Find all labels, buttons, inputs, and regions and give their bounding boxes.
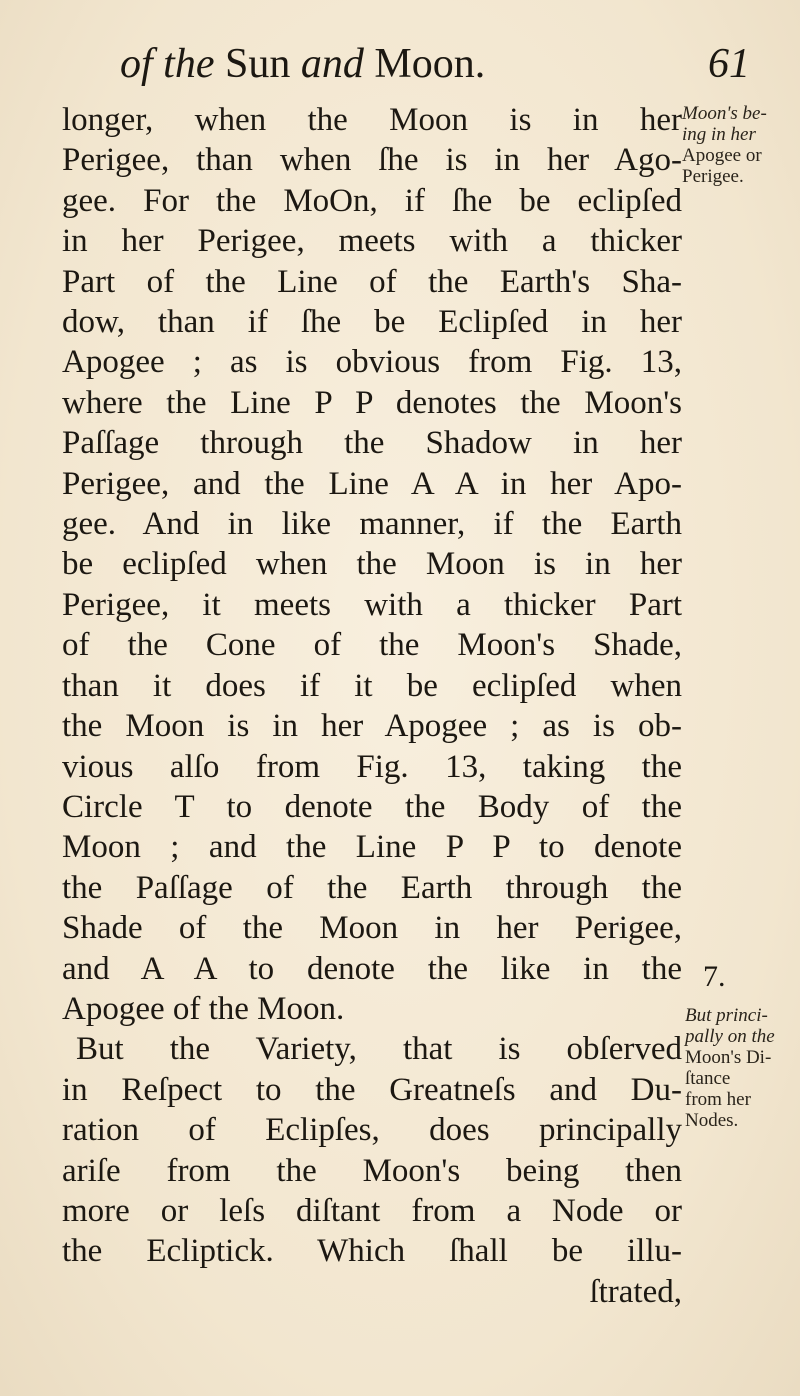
text-line: dow, than if ſhe be Eclipſed in her (62, 304, 682, 341)
margin-note-line: from her (685, 1089, 751, 1110)
text-line: in Reſpect to the Greatneſs and Du- (62, 1071, 682, 1108)
text-line: and A A to denote the like in the (62, 950, 682, 987)
body-paragraph (62, 100, 682, 1312)
margin-note-line: Perigee. (682, 166, 744, 187)
text-line: of the Cone of the Moon's Shade, (62, 627, 682, 664)
text-line: the Paſſage of the Earth through the (62, 869, 682, 906)
text-line: ſtrated, (589, 1273, 682, 1310)
margin-note-line: ing in her (682, 124, 756, 145)
text-line: Perigee, it meets with a thicker Part (62, 586, 682, 623)
text-line: the Moon is in her Apogee ; as is ob- (62, 708, 682, 745)
text-line: than it does if it be eclipſed when (62, 667, 682, 704)
title-and: and (300, 41, 364, 87)
text-line: Perigee, and the Line A A in her Apo- (62, 465, 682, 502)
title-moon: Moon. (374, 41, 486, 87)
text-line: Apogee of the Moon. (62, 990, 345, 1027)
text-line: Paſſage through the Shadow in her (62, 425, 682, 462)
text-line: gee. And in like manner, if the Earth (62, 506, 682, 543)
section-number: 7. (703, 960, 726, 993)
text-line: be eclipſed when the Moon is in her (62, 546, 682, 583)
text-line: Circle T to denote the Body of the (62, 788, 682, 825)
text-line: gee. For the MoOn, if ſhe be eclipſed (62, 182, 682, 219)
title-prefix: of the (120, 41, 215, 87)
text-line: ration of Eclipſes, does principally (62, 1112, 682, 1149)
margin-note-moon-apogee (682, 103, 767, 187)
title-sun: Sun (224, 41, 291, 87)
margin-note-line: But princi- (685, 1005, 768, 1026)
running-title (120, 40, 485, 88)
text-line: Shade of the Moon in her Perigee, (62, 910, 682, 947)
text-line: more or leſs diſtant from a Node or (62, 1192, 682, 1229)
text-line: Part of the Line of the Earth's Sha- (62, 263, 682, 300)
text-line: ariſe from the Moon's being then (62, 1152, 682, 1189)
text-line: in her Perigee, meets with a thicker (62, 223, 682, 260)
margin-note-line: Nodes. (685, 1110, 739, 1131)
margin-note-line: ſtance (685, 1068, 731, 1089)
text-line: Moon ; and the Line P P to denote (62, 829, 682, 866)
text-line: vious alſo from Fig. 13, taking the (62, 748, 682, 785)
text-line: Perigee, than when ſhe is in her Ago- (62, 142, 682, 179)
text-line: Apogee ; as is obvious from Fig. 13, (62, 344, 682, 381)
text-line: longer, when the Moon is in her (62, 102, 682, 138)
text-line: where the Line P P denotes the Moon's (62, 384, 682, 421)
margin-note-line: Moon's Di- (685, 1047, 772, 1068)
running-header (120, 40, 750, 100)
margin-note-line: Moon's be- (682, 103, 767, 124)
page-number: 61 (708, 41, 750, 87)
margin-note-nodes (685, 1005, 775, 1131)
text-line: the Ecliptick. Which ſhall be illu- (62, 1233, 682, 1270)
margin-note-line: pally on the (685, 1026, 775, 1047)
margin-note-line: Apogee or (682, 145, 762, 166)
text-line: But the Variety, that is obſerved (76, 1031, 682, 1068)
